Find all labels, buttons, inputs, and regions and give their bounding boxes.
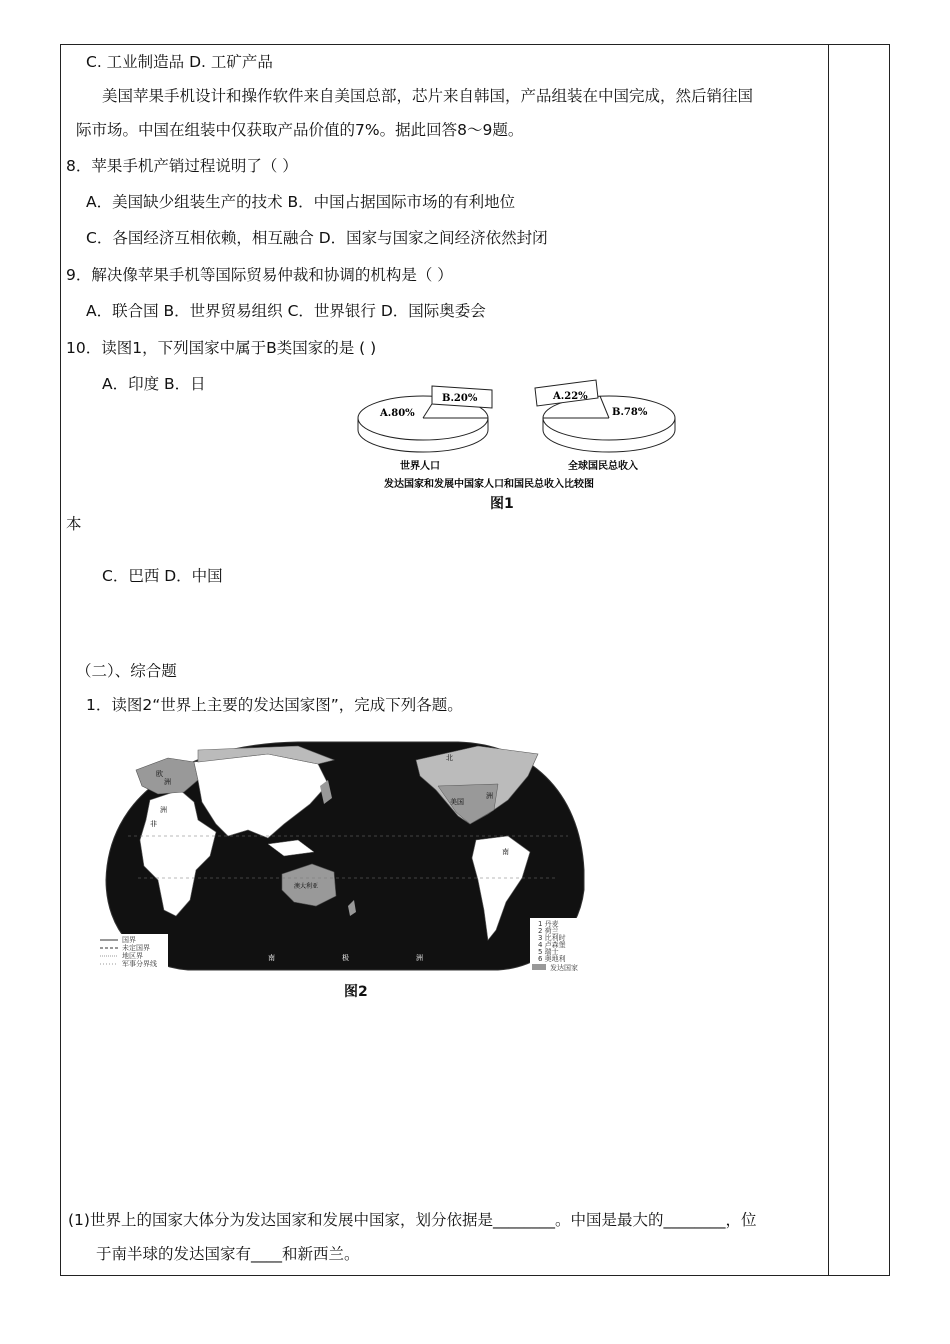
map-label-africa: 非 — [150, 820, 157, 828]
pie1-title: 世界人口 — [400, 461, 440, 472]
question-8: 8．苹果手机产销过程说明了（ ） — [66, 157, 298, 175]
map-label-antarctic-1: 南 — [268, 954, 275, 962]
svg-text:4 卢森堡: 4 卢森堡 — [538, 941, 566, 949]
svg-text:5 瑞士: 5 瑞士 — [538, 948, 559, 956]
map-label-continent-na: 洲 — [486, 792, 493, 800]
question-9: 9．解决像苹果手机等国际贸易仲裁和协调的机构是（ ） — [66, 266, 453, 284]
question-10: 10．读图1，下列国家中属于B类国家的是 ( ) — [66, 339, 377, 357]
map-label-continent-eu: 洲 — [164, 778, 171, 786]
figure-2-caption: 图2 — [344, 984, 368, 1000]
map-label-australia: 澳大利亚 — [294, 883, 319, 890]
section-2-heading: （二）、综合题 — [76, 662, 177, 680]
map-label-antarctic-3: 洲 — [416, 954, 423, 962]
svg-text:国界: 国界 — [122, 936, 136, 944]
pie1-b-label: B.20% — [442, 393, 478, 404]
option-line-cd: C. 工业制造品 D. 工矿产品 — [86, 53, 273, 71]
figure-1-pie-charts — [350, 374, 700, 494]
map-legend-countries — [530, 918, 592, 972]
pie-world-population — [358, 386, 492, 472]
comprehensive-question-1-part-1-continued: 于南半球的发达国家有____和新西兰。 — [96, 1245, 360, 1263]
map-label-usa: 美国 — [450, 798, 464, 806]
map-label-north: 北 — [446, 754, 453, 762]
svg-text:3 比利时: 3 比利时 — [538, 934, 566, 942]
question-9-options: A．联合国 B．世界贸易组织 C．世界银行 D．国际奥委会 — [86, 302, 486, 320]
map-label-europe: 欧 — [156, 770, 163, 778]
question-10-options-ab: A．印度 B．日 — [102, 375, 206, 393]
question-8-options-cd: C．各国经济互相依赖，相互融合 D．国家与国家之间经济依然封闭 — [86, 229, 548, 247]
question-10-options-cd: C．巴西 D．中国 — [102, 567, 223, 585]
map-label-antarctic-2: 极 — [342, 954, 349, 962]
svg-text:发达国家: 发达国家 — [550, 964, 578, 972]
figure-2-world-map — [98, 740, 592, 972]
comprehensive-question-1-part-1: (1)世界上的国家大体分为发达国家和发展中国家，划分依据是________。中国是最大的________，位 — [68, 1211, 757, 1229]
svg-text:军事分界线: 军事分界线 — [122, 960, 157, 968]
pie2-a-label: A.22% — [553, 391, 588, 402]
pie2-b-label: B.78% — [612, 407, 648, 418]
map-legend-boundaries — [98, 934, 168, 972]
figure-1-caption: 图1 — [490, 496, 514, 512]
map-label-south: 南 — [502, 848, 509, 856]
figure-1-subtitle: 发达国家和发展中国家人口和国民总收入比较图 — [384, 479, 594, 490]
pie2-title: 全球国民总收入 — [568, 461, 638, 472]
svg-text:地区界: 地区界 — [122, 952, 143, 960]
pie-global-income — [535, 380, 675, 472]
passage-line-1: 美国苹果手机设计和操作软件来自美国总部，芯片来自韩国，产品组装在中国完成，然后销往国 — [102, 87, 754, 105]
svg-text:1 丹麦: 1 丹麦 — [538, 920, 559, 928]
comprehensive-question-1: 1．读图2“世界上主要的发达国家图”，完成下列各题。 — [86, 696, 463, 714]
pie1-a-label: A.80% — [380, 408, 415, 419]
right-column-divider — [828, 44, 829, 1276]
svg-text:6 奥地利: 6 奥地利 — [538, 955, 566, 963]
svg-text:未定国界: 未定国界 — [122, 944, 150, 952]
svg-text:2 荷兰: 2 荷兰 — [538, 927, 559, 935]
question-8-options-ab: A．美国缺少组装生产的技术 B．中国占据国际市场的有利地位 — [86, 193, 516, 211]
question-10-options-ab-continued: 本 — [66, 515, 82, 533]
passage-line-2: 际市场。中国在组装中仅获取产品价值的7%。据此回答8～9题。 — [76, 121, 524, 139]
map-label-continent-af: 洲 — [160, 806, 167, 814]
